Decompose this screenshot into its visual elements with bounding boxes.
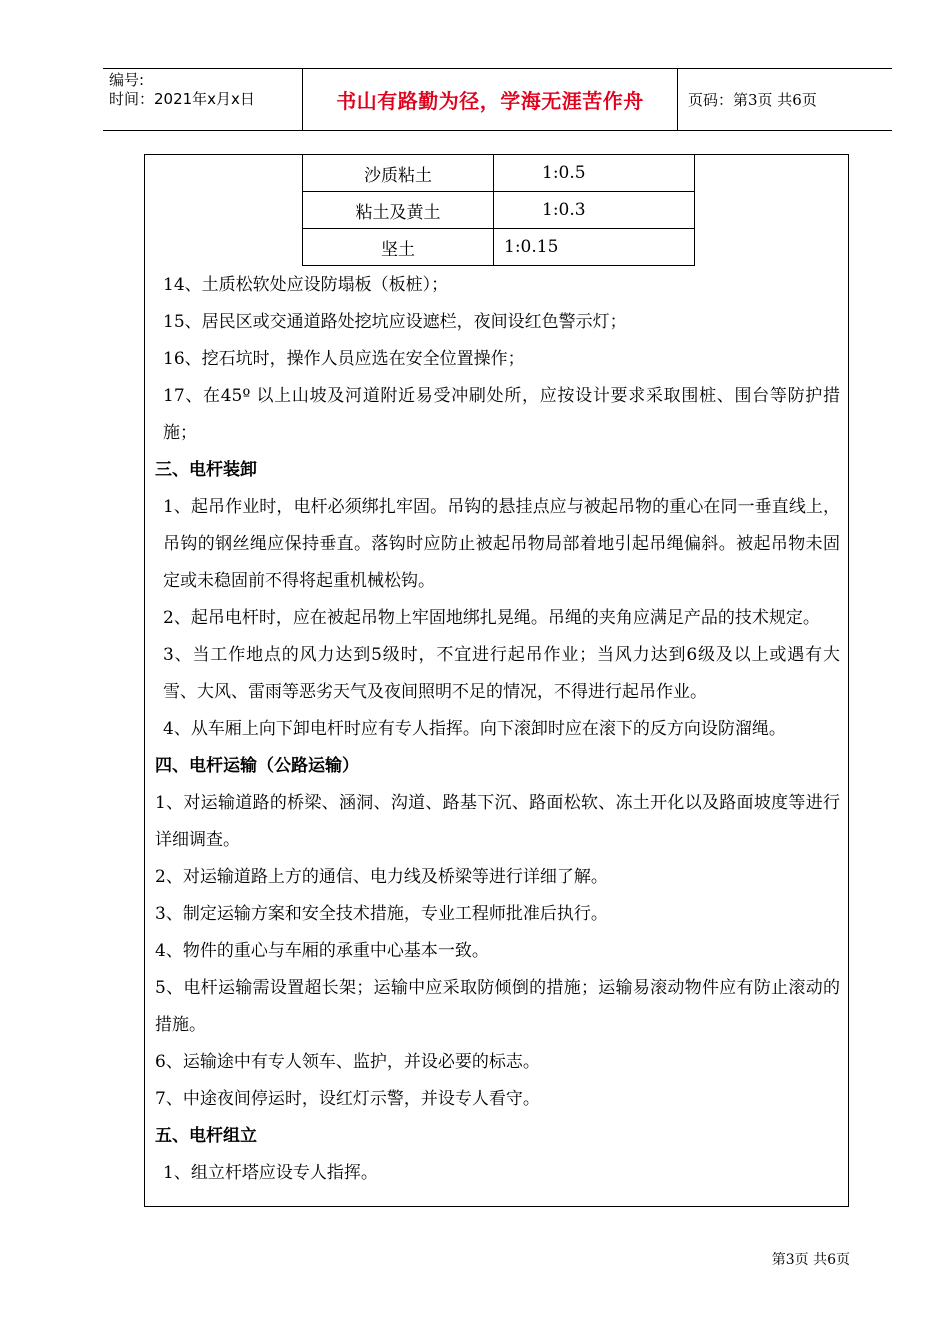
list-item: 4、从车厢上向下卸电杆时应有专人指挥。向下滚卸时应在滚下的反方向设防溜绳。 bbox=[163, 719, 786, 739]
header-page-number: 页码：第3页 共6页 bbox=[688, 91, 817, 109]
document-body bbox=[145, 267, 850, 1192]
header-meta bbox=[103, 69, 303, 130]
table-row bbox=[303, 229, 695, 266]
soil-type-cell: 粘土及黄土 bbox=[303, 192, 494, 229]
soil-type-cell: 坚土 bbox=[303, 229, 494, 266]
section-heading: 五、电杆组立 bbox=[155, 1126, 257, 1146]
section-heading: 三、电杆装卸 bbox=[155, 460, 257, 480]
soil-type-cell: 沙质粘土 bbox=[303, 155, 494, 192]
page-footer: 第3页 共6页 bbox=[771, 1252, 850, 1268]
list-item: 3、当工作地点的风力达到5级时，不宜进行起吊作业；当风力达到6级及以上或遇有大雪、大风、雷雨等恶劣天气及夜间照明不足的情况，不得进行起吊作业。 bbox=[163, 645, 840, 702]
list-item: 17、在45º 以上山坡及河道附近易受冲刷处所，应按设计要求采取围桩、围台等防护措施； bbox=[163, 386, 840, 443]
list-item: 5、电杆运输需设置超长架；运输中应采取防倾倒的措施；运输易滚动物件应有防止滚动的措施。 bbox=[155, 978, 840, 1035]
content-frame bbox=[144, 154, 849, 1207]
table-row bbox=[303, 192, 695, 229]
list-item: 14、土质松软处应设防塌板（板桩）； bbox=[163, 275, 449, 295]
slope-ratio-table bbox=[302, 155, 695, 266]
table-row bbox=[303, 155, 695, 192]
slope-ratio-cell: 1:0.3 bbox=[494, 192, 695, 229]
list-item: 3、制定运输方案和安全技术措施，专业工程师批准后执行。 bbox=[155, 904, 608, 924]
list-item: 6、运输途中有专人领车、监护，并设必要的标志。 bbox=[155, 1052, 540, 1072]
page-header bbox=[103, 68, 892, 131]
list-item: 16、挖石坑时，操作人员应选在安全位置操作； bbox=[163, 349, 525, 369]
code-label: 编号: bbox=[109, 71, 145, 89]
list-item: 1、对运输道路的桥梁、涵洞、沟道、路基下沉、路面松软、冻土开化以及路面坡度等进行详细调查。 bbox=[155, 793, 840, 850]
list-item: 4、物件的重心与车厢的承重中心基本一致。 bbox=[155, 941, 489, 961]
list-item: 15、居民区或交通道路处挖坑应设遮栏，夜间设红色警示灯； bbox=[163, 312, 627, 332]
slope-ratio-cell: 1:0.15 bbox=[494, 229, 695, 266]
list-item: 2、起吊电杆时，应在被起吊物上牢固地绑扎晃绳。吊绳的夹角应满足产品的技术规定。 bbox=[163, 608, 820, 628]
list-item: 7、中途夜间停运时，设红灯示警，并设专人看守。 bbox=[155, 1089, 540, 1109]
list-item: 1、起吊作业时，电杆必须绑扎牢固。吊钩的悬挂点应与被起吊物的重心在同一垂直线上，吊钩的钢丝绳应保持垂直。落钩时应防止被起吊物局部着地引起吊绳偏斜。被起吊物未固定或未稳固前不得将起重机械松钩。 bbox=[163, 497, 840, 591]
section-heading: 四、电杆运输（公路运输） bbox=[155, 756, 359, 776]
list-item: 2、对运输道路上方的通信、电力线及桥梁等进行详细了解。 bbox=[155, 867, 608, 887]
slope-ratio-cell: 1:0.5 bbox=[494, 155, 695, 192]
time-label: 时间：2021年x月x日 bbox=[109, 90, 255, 108]
list-item: 1、组立杆塔应设专人指挥。 bbox=[163, 1163, 378, 1183]
header-motto: 书山有路勤为径，学海无涯苦作舟 bbox=[303, 69, 678, 130]
